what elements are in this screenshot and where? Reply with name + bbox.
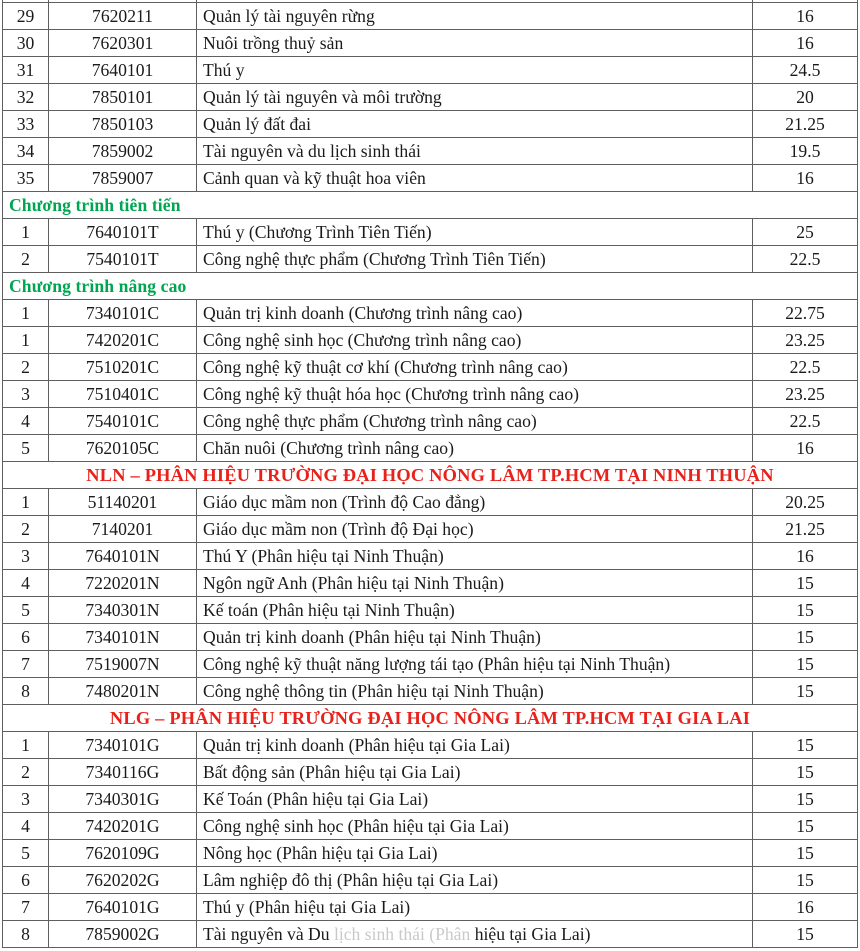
cell-score: 25 xyxy=(753,219,858,246)
cell-name: Kế Toán (Phân hiệu tại Gia Lai) xyxy=(197,786,753,813)
table-row xyxy=(3,570,858,597)
table-row xyxy=(3,435,858,462)
table-row xyxy=(3,489,858,516)
cell-score: 15 xyxy=(753,597,858,624)
cell-name: Cảnh quan và kỹ thuật hoa viên xyxy=(197,165,753,192)
cell-score: 15 xyxy=(753,651,858,678)
cell-name: Chăn nuôi (Chương trình nâng cao) xyxy=(197,435,753,462)
cell-code: 7340101N xyxy=(49,624,197,651)
table-row xyxy=(3,786,858,813)
cell-code: 7859002G xyxy=(49,921,197,948)
program-name-lead: Tài nguyên và Du xyxy=(203,924,334,945)
cell-score: 15 xyxy=(753,759,858,786)
cell-score: 21.25 xyxy=(753,111,858,138)
table-row xyxy=(3,219,858,246)
cell-ord: 2 xyxy=(3,516,49,543)
cell-code: 7420201G xyxy=(49,813,197,840)
cell-code: 7510201C xyxy=(49,354,197,381)
cell-name: Nuôi trồng thuỷ sản xyxy=(197,30,753,57)
cell-score: 23.25 xyxy=(753,327,858,354)
admission-score-table xyxy=(2,0,858,948)
cell-name: Quản lý đất đai xyxy=(197,111,753,138)
table-row xyxy=(3,57,858,84)
cell-score: 15 xyxy=(753,570,858,597)
section-header-row xyxy=(3,273,858,300)
cell-ord: 1 xyxy=(3,219,49,246)
cell-ord: 8 xyxy=(3,678,49,705)
section-header-chuong-trinh-nang-cao: Chương trình nâng cao xyxy=(3,273,858,300)
cell-ord: 4 xyxy=(3,813,49,840)
cell-name: Thú y xyxy=(197,57,753,84)
cell-code: 7420201C xyxy=(49,327,197,354)
cell-code: 7340101C xyxy=(49,300,197,327)
cell-ord: 1 xyxy=(3,732,49,759)
cell-ord: 7 xyxy=(3,651,49,678)
cell-ord: 1 xyxy=(3,327,49,354)
cell-code: 7640101T xyxy=(49,219,197,246)
cell-name: Công nghệ kỹ thuật cơ khí (Chương trình nâng cao) xyxy=(197,354,753,381)
cell-name: Công nghệ sinh học (Chương trình nâng cao) xyxy=(197,327,753,354)
table-row xyxy=(3,327,858,354)
cell-code: 7620301 xyxy=(49,30,197,57)
table-row xyxy=(3,597,858,624)
table-row xyxy=(3,111,858,138)
cell-name: Quản lý tài nguyên và môi trường xyxy=(197,84,753,111)
cell-score: 15 xyxy=(753,867,858,894)
cell-code: 7620211 xyxy=(49,3,197,30)
table-row xyxy=(3,3,858,30)
table-row xyxy=(3,759,858,786)
cell-score: 16 xyxy=(753,3,858,30)
table-row xyxy=(3,867,858,894)
cell-code: 7620202G xyxy=(49,867,197,894)
cell-code: 7640101 xyxy=(49,57,197,84)
cell-code: 51140201 xyxy=(49,489,197,516)
table-row xyxy=(3,813,858,840)
table-row xyxy=(3,381,858,408)
cell-name xyxy=(197,921,753,948)
cell-name: Kế toán (Phân hiệu tại Ninh Thuận) xyxy=(197,597,753,624)
table-body xyxy=(3,0,858,948)
cell-score: 15 xyxy=(753,921,858,948)
cell-code: 7620109G xyxy=(49,840,197,867)
cell-code: 7480201N xyxy=(49,678,197,705)
cell-ord: 5 xyxy=(3,435,49,462)
table-row xyxy=(3,30,858,57)
cell-ord: 3 xyxy=(3,543,49,570)
cell-ord: 1 xyxy=(3,489,49,516)
table-row xyxy=(3,84,858,111)
cell-score: 15 xyxy=(753,678,858,705)
cell-code: 7519007N xyxy=(49,651,197,678)
cell-ord: 34 xyxy=(3,138,49,165)
cell-name: Công nghệ sinh học (Phân hiệu tại Gia Lai) xyxy=(197,813,753,840)
cell-name: Công nghệ thực phẩm (Chương trình nâng cao) xyxy=(197,408,753,435)
cell-name: Bất động sản (Phân hiệu tại Gia Lai) xyxy=(197,759,753,786)
cell-code: 7850101 xyxy=(49,84,197,111)
cell-name: Nông học (Phân hiệu tại Gia Lai) xyxy=(197,840,753,867)
cell-score: 15 xyxy=(753,732,858,759)
cell-code: 7620105C xyxy=(49,435,197,462)
cell-score: 22.5 xyxy=(753,246,858,273)
cell-score: 21.25 xyxy=(753,516,858,543)
cell-score: 22.75 xyxy=(753,300,858,327)
cell-ord: 31 xyxy=(3,57,49,84)
cell-code: 7340301G xyxy=(49,786,197,813)
cell-code: 7340301N xyxy=(49,597,197,624)
section-header-row xyxy=(3,462,858,489)
cell-score: 22.5 xyxy=(753,408,858,435)
cell-ord: 7 xyxy=(3,894,49,921)
cell-code: 7859007 xyxy=(49,165,197,192)
cell-code: 7340116G xyxy=(49,759,197,786)
cell-code: 7640101G xyxy=(49,894,197,921)
cell-score: 15 xyxy=(753,624,858,651)
cell-code: 7510401C xyxy=(49,381,197,408)
section-header-row xyxy=(3,192,858,219)
cell-name: Công nghệ kỹ thuật năng lượng tái tạo (Phân hiệu tại Ninh Thuận) xyxy=(197,651,753,678)
program-name-faded: lịch sinh thái (Phân xyxy=(333,924,471,945)
cell-name: Công nghệ kỹ thuật hóa học (Chương trình nâng cao) xyxy=(197,381,753,408)
cell-ord: 4 xyxy=(3,570,49,597)
cell-code: 7220201N xyxy=(49,570,197,597)
cell-ord: 8 xyxy=(3,921,49,948)
cell-score: 15 xyxy=(753,786,858,813)
cell-name: Công nghệ thực phẩm (Chương Trình Tiên Tiến) xyxy=(197,246,753,273)
cell-ord: 6 xyxy=(3,624,49,651)
cell-ord: 30 xyxy=(3,30,49,57)
cell-name: Lâm nghiệp đô thị (Phân hiệu tại Gia Lai) xyxy=(197,867,753,894)
cell-score: 16 xyxy=(753,165,858,192)
cell-ord: 2 xyxy=(3,246,49,273)
section-header-nln-ninh-thuan: NLN – PHÂN HIỆU TRƯỜNG ĐẠI HỌC NÔNG LÂM TP.HCM TẠI NINH THUẬN xyxy=(3,462,858,489)
cell-name: Quản trị kinh doanh (Phân hiệu tại Ninh Thuận) xyxy=(197,624,753,651)
cell-code: 7859002 xyxy=(49,138,197,165)
cell-code: 7140201 xyxy=(49,516,197,543)
cell-code: 7340101G xyxy=(49,732,197,759)
cell-name: Thú Y (Phân hiệu tại Ninh Thuận) xyxy=(197,543,753,570)
cell-ord: 6 xyxy=(3,867,49,894)
cell-score: 16 xyxy=(753,543,858,570)
section-header-row xyxy=(3,705,858,732)
table-row xyxy=(3,678,858,705)
cell-ord: 2 xyxy=(3,759,49,786)
cell-ord: 32 xyxy=(3,84,49,111)
table-row xyxy=(3,732,858,759)
cell-ord: 1 xyxy=(3,300,49,327)
cell-name: Thú y (Phân hiệu tại Gia Lai) xyxy=(197,894,753,921)
cell-name: Ngôn ngữ Anh (Phân hiệu tại Ninh Thuận) xyxy=(197,570,753,597)
table-row xyxy=(3,651,858,678)
cell-name: Quản trị kinh doanh (Chương trình nâng cao) xyxy=(197,300,753,327)
cell-ord: 4 xyxy=(3,408,49,435)
cell-ord: 2 xyxy=(3,354,49,381)
cell-score: 20 xyxy=(753,84,858,111)
cell-score: 24.5 xyxy=(753,57,858,84)
cell-score: 19.5 xyxy=(753,138,858,165)
table-row xyxy=(3,138,858,165)
cell-ord: 29 xyxy=(3,3,49,30)
cell-score: 20.25 xyxy=(753,489,858,516)
table-row xyxy=(3,543,858,570)
cell-score: 15 xyxy=(753,840,858,867)
cell-code: 7640101N xyxy=(49,543,197,570)
cell-name: Giáo dục mầm non (Trình độ Cao đẳng) xyxy=(197,489,753,516)
cell-score: 16 xyxy=(753,435,858,462)
table-row xyxy=(3,921,858,948)
table-row xyxy=(3,246,858,273)
cell-score: 22.5 xyxy=(753,354,858,381)
table-row xyxy=(3,165,858,192)
cell-score: 15 xyxy=(753,813,858,840)
program-name-tail: hiệu tại Gia Lai) xyxy=(470,924,591,945)
cell-ord: 5 xyxy=(3,840,49,867)
table-row xyxy=(3,516,858,543)
table-row xyxy=(3,624,858,651)
cell-score: 23.25 xyxy=(753,381,858,408)
table-row xyxy=(3,840,858,867)
cell-ord: 3 xyxy=(3,381,49,408)
cell-score: 16 xyxy=(753,30,858,57)
cell-ord: 5 xyxy=(3,597,49,624)
cell-ord: 33 xyxy=(3,111,49,138)
cell-code: 7540101T xyxy=(49,246,197,273)
table-row xyxy=(3,354,858,381)
cell-name: Tài nguyên và du lịch sinh thái xyxy=(197,138,753,165)
table-row xyxy=(3,894,858,921)
cell-ord: 3 xyxy=(3,786,49,813)
cell-name: Giáo dục mầm non (Trình độ Đại học) xyxy=(197,516,753,543)
cell-name: Quản lý tài nguyên rừng xyxy=(197,3,753,30)
cell-name: Quản trị kinh doanh (Phân hiệu tại Gia Lai) xyxy=(197,732,753,759)
table-row xyxy=(3,300,858,327)
cell-name: Thú y (Chương Trình Tiên Tiến) xyxy=(197,219,753,246)
cell-name: Công nghệ thông tin (Phân hiệu tại Ninh Thuận) xyxy=(197,678,753,705)
cell-code: 7850103 xyxy=(49,111,197,138)
section-header-chuong-trinh-tien-tien: Chương trình tiên tiến xyxy=(3,192,858,219)
section-header-nlg-gia-lai: NLG – PHÂN HIỆU TRƯỜNG ĐẠI HỌC NÔNG LÂM TP.HCM TẠI GIA LAI xyxy=(3,705,858,732)
cell-ord: 35 xyxy=(3,165,49,192)
table-row xyxy=(3,408,858,435)
cell-score: 16 xyxy=(753,894,858,921)
cell-code: 7540101C xyxy=(49,408,197,435)
